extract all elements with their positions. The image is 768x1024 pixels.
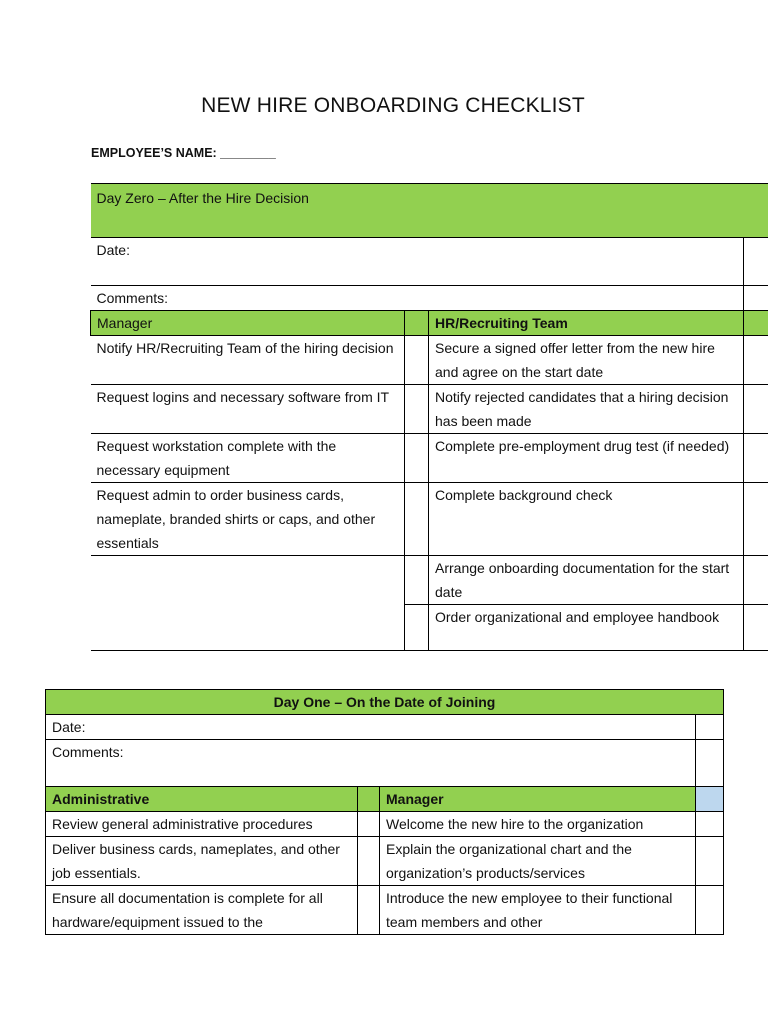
day-one-manager-header-check [696,787,724,812]
day-zero-manager-header-check [405,311,429,336]
day-zero-date-label: Date: [91,238,744,286]
day-one-manager-checkbox[interactable] [696,837,724,886]
day-zero-manager-checkbox[interactable] [405,336,429,385]
day-zero-hr-task: Secure a signed offer letter from the new hire and agree on the start date [429,336,744,385]
day-zero-manager-header: Manager [91,311,405,336]
day-one-manager-checkbox[interactable] [696,812,724,837]
day-zero-manager-task: Request admin to order business cards, nameplate, branded shirts or caps, and other essentials [91,483,405,556]
day-zero-manager-checkbox[interactable] [405,605,429,651]
day-one-comments-checkbox[interactable] [696,740,724,787]
day-one-date-checkbox[interactable] [696,715,724,740]
day-one-manager-task: Introduce the new employee to their functional team members and other [380,886,696,935]
day-zero-manager-task-empty [91,556,405,605]
day-zero-hr-task: Complete background check [429,483,744,556]
day-zero-hr-checkbox[interactable] [744,385,768,434]
day-one-heading: Day One – On the Date of Joining [46,690,724,715]
day-one-admin-header: Administrative [46,787,358,812]
day-one-admin-checkbox[interactable] [358,812,380,837]
day-one-manager-task: Explain the organizational chart and the organization’s products/services [380,837,696,886]
day-zero-table [90,183,768,651]
day-zero-manager-task-empty [91,605,405,651]
day-zero-hr-task: Arrange onboarding documentation for the start date [429,556,744,605]
day-zero-manager-checkbox[interactable] [405,483,429,556]
day-zero-comments-checkbox[interactable] [744,286,768,311]
day-zero-manager-task: Request workstation complete with the necessary equipment [91,434,405,483]
day-one-date-label: Date: [46,715,696,740]
day-zero-manager-checkbox[interactable] [405,556,429,605]
day-one-table [45,689,724,935]
day-one-admin-task: Ensure all documentation is complete for all hardware/equipment issued to the [46,886,358,935]
day-zero-hr-checkbox[interactable] [744,434,768,483]
employee-name-label: EMPLOYEE’S NAME: ________ [91,146,276,160]
day-one-manager-task: Welcome the new hire to the organization [380,812,696,837]
day-zero-hr-checkbox[interactable] [744,605,768,651]
day-one-manager-header: Manager [380,787,696,812]
day-zero-manager-task: Notify HR/Recruiting Team of the hiring decision [91,336,405,385]
day-zero-manager-checkbox[interactable] [405,434,429,483]
day-one-comments-label: Comments: [46,740,696,787]
day-zero-manager-task: Request logins and necessary software from IT [91,385,405,434]
day-zero-comments-label: Comments: [91,286,744,311]
day-zero-hr-task: Notify rejected candidates that a hiring decision has been made [429,385,744,434]
day-zero-hr-task: Order organizational and employee handbook [429,605,744,651]
day-one-admin-checkbox[interactable] [358,886,380,935]
page-title: NEW HIRE ONBOARDING CHECKLIST [201,94,585,117]
day-zero-hr-checkbox[interactable] [744,556,768,605]
day-zero-hr-header: HR/Recruiting Team [429,311,744,336]
day-zero-hr-task: Complete pre-employment drug test (if needed) [429,434,744,483]
day-zero-heading: Day Zero – After the Hire Decision [91,184,768,238]
day-one-admin-task: Deliver business cards, nameplates, and other job essentials. [46,837,358,886]
day-one-admin-checkbox[interactable] [358,837,380,886]
day-one-admin-header-check [358,787,380,812]
day-zero-date-checkbox[interactable] [744,238,768,286]
day-one-manager-checkbox[interactable] [696,886,724,935]
day-zero-hr-header-check [744,311,768,336]
day-one-admin-task: Review general administrative procedures [46,812,358,837]
day-zero-hr-checkbox[interactable] [744,483,768,556]
day-zero-hr-checkbox[interactable] [744,336,768,385]
day-zero-manager-checkbox[interactable] [405,385,429,434]
